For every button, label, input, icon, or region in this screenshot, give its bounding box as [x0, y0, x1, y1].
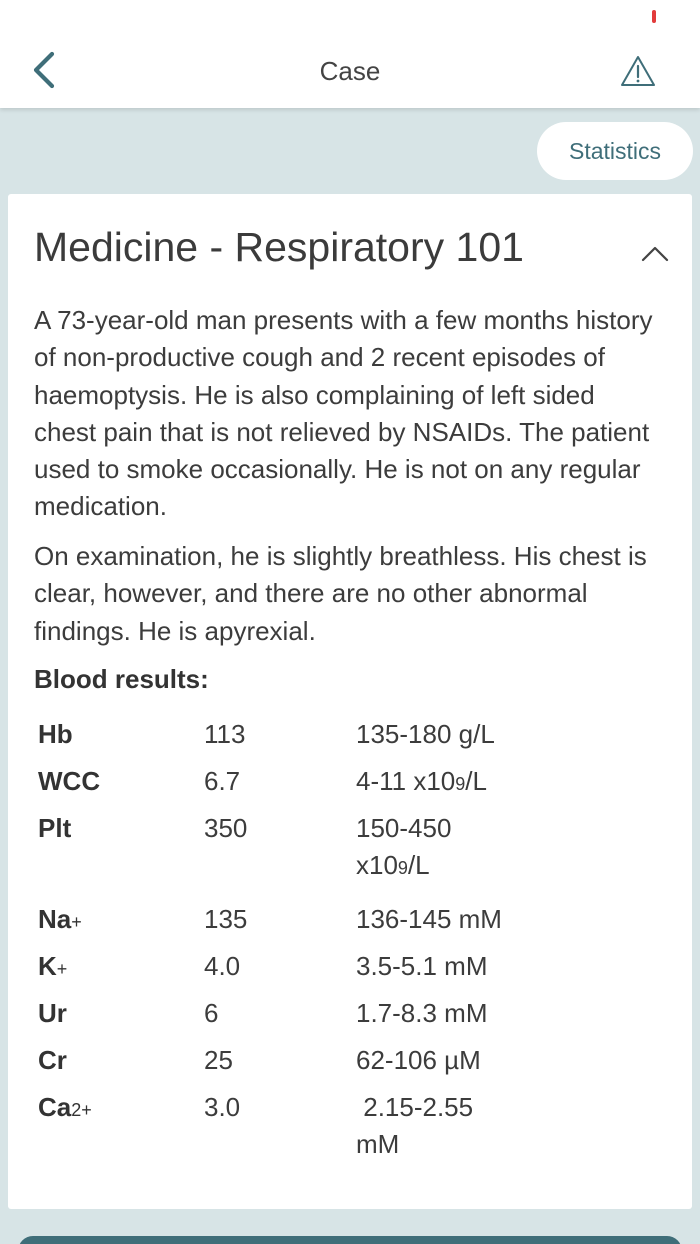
reference-range: 136-145 mM	[356, 904, 502, 934]
result-value: 350	[204, 813, 248, 843]
result-name: Ca2+	[38, 1092, 92, 1122]
result-value: 113	[204, 719, 246, 749]
examination-findings: On examination, he is slightly breathless. His chest is clear, however, and there are no other abnormal findings. He is apyrexial.	[34, 541, 647, 646]
reference-range: 62-106 µM	[356, 1045, 481, 1075]
reference-range: 4-11 x109/L	[356, 766, 487, 796]
table-row	[38, 995, 668, 1035]
table-row	[38, 716, 668, 756]
answer-panel-handle[interactable]	[18, 1236, 682, 1244]
reference-range: 1.7-8.3 mM	[356, 998, 488, 1028]
top-bar	[0, 0, 700, 108]
case-title: Medicine - Respiratory 101	[34, 224, 524, 270]
collapse-button[interactable]	[638, 238, 672, 268]
table-row	[38, 763, 668, 803]
recording-indicator	[652, 10, 656, 23]
blood-results-heading: Blood results:	[34, 664, 209, 694]
result-name: K+	[38, 951, 68, 981]
result-value: 135	[204, 904, 248, 934]
warning-triangle-icon	[618, 52, 658, 92]
blood-results-table	[38, 716, 668, 1166]
statistics-button[interactable]: Statistics	[537, 122, 693, 180]
reference-range: 150-450 x109/L	[356, 813, 452, 880]
result-value: 6.7	[204, 766, 241, 796]
case-description: A 73-year-old man presents with a few months history of non-productive cough and 2 recent episodes of haemoptysis. He is also complaining of left sided chest pain that is not relieved by NSAIDs. The patient used to smoke occasionally. He is not on any regular medication.	[34, 305, 653, 522]
result-value: 3.0	[204, 1092, 241, 1122]
result-value: 6	[204, 998, 219, 1028]
result-name: Plt	[38, 813, 72, 843]
result-name: WCC	[38, 766, 101, 796]
table-row	[38, 1042, 668, 1082]
reference-range: 3.5-5.1 mM	[356, 951, 488, 981]
result-name: Cr	[38, 1045, 67, 1075]
result-value: 4.0	[204, 951, 241, 981]
result-value: 25	[204, 1045, 233, 1075]
table-row	[38, 948, 668, 988]
result-name: Hb	[38, 719, 73, 749]
report-button[interactable]	[618, 52, 658, 92]
table-row	[38, 901, 668, 941]
case-card	[8, 194, 692, 1209]
reference-range: 135-180 g/L	[356, 719, 495, 749]
result-name: Ur	[38, 998, 67, 1028]
page-title: Case	[319, 56, 381, 86]
reference-range: 2.15-2.55 mM	[356, 1092, 481, 1159]
result-name: Na+	[38, 904, 82, 934]
table-row	[38, 1089, 668, 1166]
chevron-up-icon	[638, 238, 672, 268]
table-row	[38, 810, 668, 887]
